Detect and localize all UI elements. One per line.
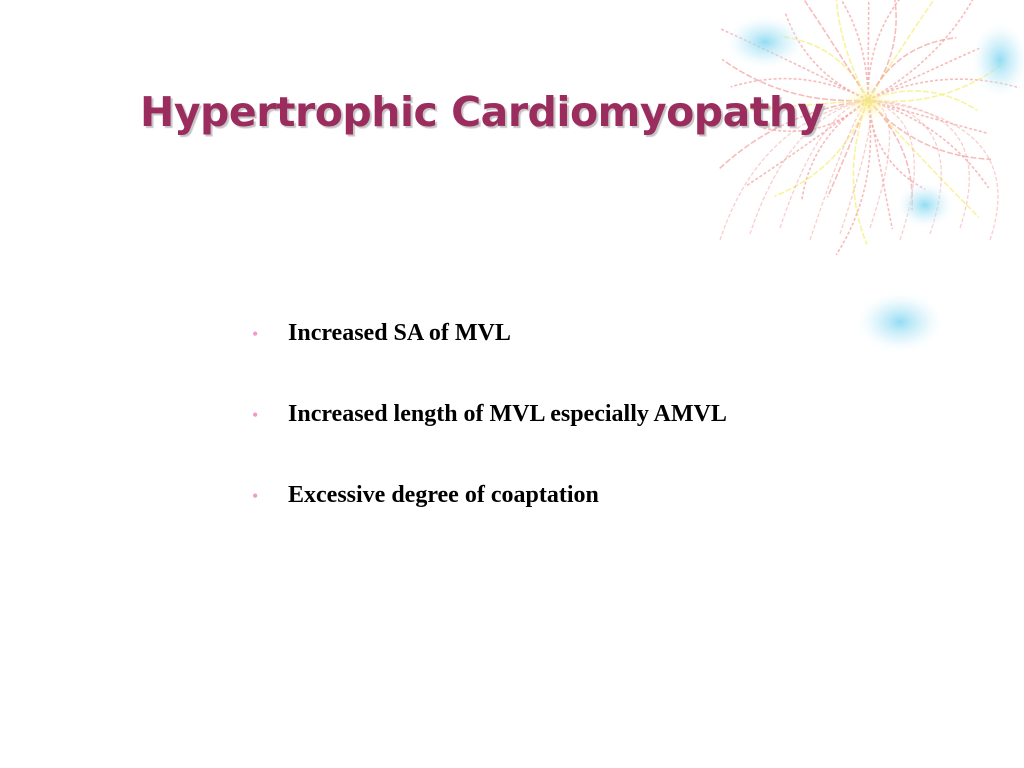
firework-streak: [868, 0, 896, 100]
firework-arc: [868, 100, 890, 228]
firework-streak: [868, 100, 892, 229]
blue-glow-right: [970, 20, 1024, 100]
firework-streak: [868, 38, 956, 100]
firework-streak: [836, 0, 868, 100]
blue-glow-top: [723, 14, 807, 70]
bullet-item: [252, 320, 727, 401]
firework-streak: [868, 91, 978, 110]
firework-streak: [868, 79, 1020, 100]
bullet-item: [252, 401, 727, 482]
bullet-list: [252, 320, 727, 563]
firework-arc: [868, 100, 969, 228]
firework-streak: [868, 100, 991, 159]
firework-arc: [868, 100, 914, 240]
firework-streak: [868, 100, 989, 188]
firework-streak: [868, 100, 912, 210]
firework-streak: [868, 0, 919, 100]
firework-streak: [868, 0, 869, 100]
bullet-icon: •: [252, 486, 259, 506]
yellow-glow: [842, 80, 894, 124]
firework-streak: [814, 0, 868, 100]
bullet-text: Increased length of MVL especially AMVL: [288, 401, 727, 427]
blue-glow-mid: [854, 290, 946, 354]
firework-streak: [828, 100, 869, 197]
firework-streak: [868, 100, 925, 189]
firework-arc: [868, 100, 998, 240]
firework-streak: [836, 100, 870, 255]
firework-streak: [868, 100, 987, 133]
bullet-icon: •: [252, 405, 259, 425]
firework-streak: [785, 12, 868, 100]
firework-streak: [853, 100, 868, 244]
firework-streak: [868, 0, 949, 100]
firework-streak: [796, 0, 868, 100]
slide-title: Hypertrophic Cardiomyopathy: [140, 88, 824, 136]
firework-streak: [868, 65, 1001, 101]
bullet-text: Increased SA of MVL: [288, 320, 511, 346]
bullet-icon: •: [252, 324, 259, 344]
firework-streak: [868, 0, 981, 100]
firework-streak: [868, 48, 979, 100]
bullet-text: Excessive degree of coaptation: [288, 482, 599, 508]
firework-arc: [868, 100, 941, 234]
bullet-item: [252, 482, 727, 563]
firework-arc: [840, 100, 871, 234]
blue-glow-lower: [895, 181, 955, 229]
firework-streak: [868, 100, 979, 217]
